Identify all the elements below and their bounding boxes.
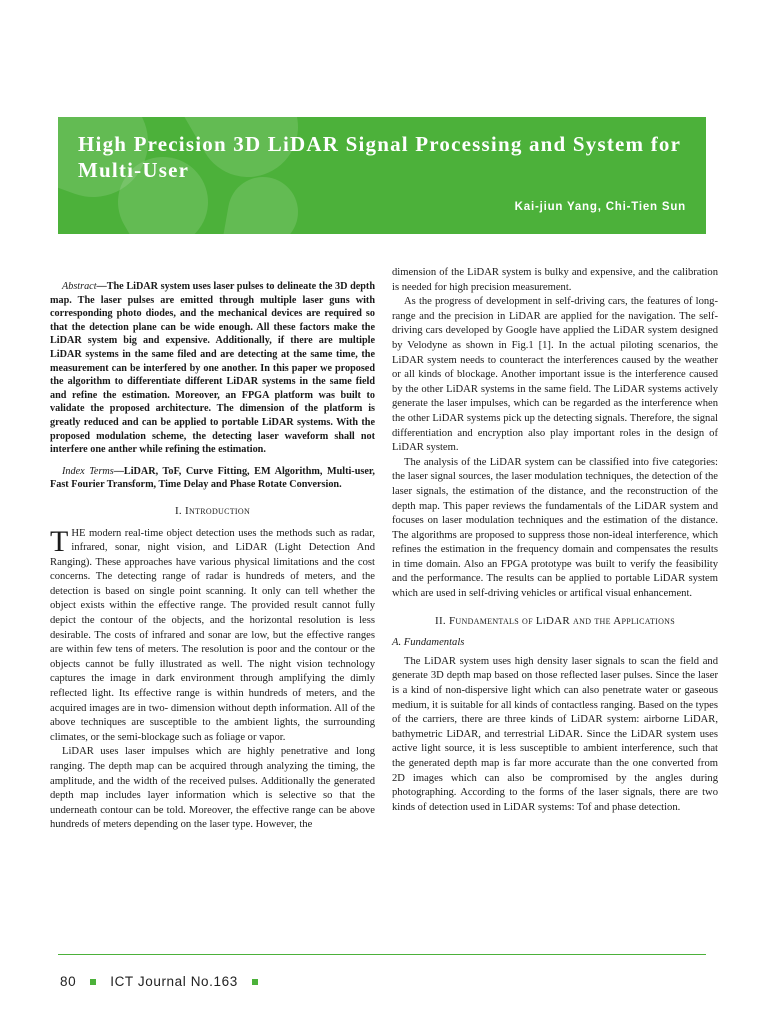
intro-paragraph-1 [50, 524, 375, 746]
section-heading-introduction: I. Introduction [174, 504, 251, 517]
square-bullet-icon [252, 979, 258, 985]
author-list: Kai-jiun Yang, Chi-Tien Sun [514, 201, 686, 213]
index-terms [50, 465, 375, 492]
index-terms-label: Index Terms [62, 465, 114, 477]
paragraph-continued: dimension of the LiDAR system is bulky and expensive, and the calibration is needed for high precision measurement. [392, 267, 718, 293]
abstract-text: —The LiDAR system uses laser pulses to delineate the 3D depth map. The laser pulses are emitted through multiple laser guns with corresponding photo diodes, and the mechanical devices are required so that the detection plane can be wide enough. All these factors make the LiDAR system big and expensive. Additionally, if there are multiple LiDAR systems in the same filed and are detecting at the same time, the measurement can be interfered by one another. In this paper we proposed the algorithm to differentiate different LiDAR systems in the same field and refine the estimation. Moreover, an FPGA platform was built to validate the proposed architecture. The dimension of the platform is greatly reduced and can be applied to portable LiDAR systems. With the proposed modulation scheme, the detecting laser waveform shall not interfere one anther while refining the estimation. [50, 281, 375, 456]
title-banner [58, 117, 706, 234]
page-number: 80 [60, 974, 77, 989]
index-terms-text: —LiDAR, ToF, Curve Fitting, EM Algorithm, Multi-user, Fast Fourier Transform, Time Delay and Phase Rotate Conversion. [50, 465, 375, 491]
journal-name: ICT Journal No.163 [110, 974, 238, 989]
left-column [50, 280, 375, 833]
paragraph-fundamentals: The LiDAR system uses high density laser signals to scan the field and generate 3D depth map based on those reflected laser pulses. Since the laser is a kind of non-dispersive light which can also penetrate water or gaseous medium, it is suitable for all kinds of contactless ranging. Based on the types of the carriers, there are three kinds of LiDAR system: airborne LiDAR, bathymetric LiDAR, and terrestrial LiDAR. Since the LiDAR system uses active light source, it is less susceptible to ambient interference, such that the generated depth map is far more accurate than the one converted from 2D images which can also be compromised by the angles during photographing. According to the forms of the laser signals, there are two kinds of detection used in LiDAR systems: Tof and phase detection. [392, 655, 718, 813]
page-footer [60, 974, 272, 989]
abstract-label: Abstract [62, 281, 97, 292]
article-title: High Precision 3D LiDAR Signal Processing and System for Multi-User [78, 132, 681, 182]
paragraph-analysis: The analysis of the LiDAR system can be classified into five categories: the laser signal sources, the laser modulation techniques, the detection of the laser signals, the estimation of the distance, and the reconstruction of the depth map. This paper reviews the fundamentals of the LiDAR system and focuses on laser modulation techniques and the estimation of the distance. The algorithms are proposed to suppress those non-ideal interference, which refines the estimation in the frequency domain and compensates the results in time domain. Also an FPGA prototype was built to verify the feasibility and the performance. The results can be applied to portable LiDAR system which are used in self-driving vehicles or artifical visual enhancement. [392, 456, 718, 600]
subsection-heading-fundamentals: A. Fundamentals [392, 637, 465, 649]
intro-paragraph-1-text: HE modern real-time object detection uses the methods such as radar, infrared, sonar, night vision, and LiDAR (Light Detection And Ranging). These approaches have various physical limitations and the cost concerns. The detecting range of radar is hundreds of meters, and the detection is based on single point scanning. It only can tell whether the object exists within the effective range. The provided result cannot fully depict the contour of the objects, and the horizontal resolution is less desirable. The costs of infrared and sonar are low, but the effective ranges are within few tens of meters. The resolution is poor and the contour or the objects cannot be fully illustrated as well. The night vision technology captures the image in dark environment through amplifying the dimly reflected light. Its effective range is within hundreds of meters, and the acquired images are in two- dimension without depth information. All of the above techniques are susceptible to the ambient lights, the surrounding climates, or the semi-blockage such as foliage or vapor. [50, 527, 375, 743]
abstract [50, 280, 375, 457]
footer-divider [58, 954, 706, 955]
square-bullet-icon [90, 979, 96, 985]
section-heading-fundamentals: II. Fundamentals of LiDAR and the Applications [434, 614, 676, 627]
intro-paragraph-2: LiDAR uses laser impulses which are highly penetrative and long ranging. The depth map can be acquired through analyzing the timing, the amplitude, and the width of the received pulses. Additionally the generated depth map includes layer information which is selective so that the underneath contour can be told. Moreover, the effective range can be above hundreds of meters depending on the laser type. However, the [50, 746, 375, 831]
paragraph-self-driving: As the progress of development in self-driving cars, the features of long-range and the precision in LiDAR are applied for the navigation. The self-driving cars developed by Google have applied the LiDAR system designed by Velodyne as shown in Fig.1 [1]. In the actual piloting scenarios, the LiDAR system needs to counteract the interferences caused by the weather or all kinds of blockage. Another important issue is the interference caused by the other LiDAR systems in the same field. The LiDAR systems actively generate the laser impulses, which can be regarded as the interference when the other LiDAR systems pick up the detecting signals. Therefore, the signal differentiation and encryption also play important roles in the design of LiDAR system. [392, 296, 718, 454]
right-column [392, 266, 718, 815]
drop-cap: T [50, 524, 69, 558]
